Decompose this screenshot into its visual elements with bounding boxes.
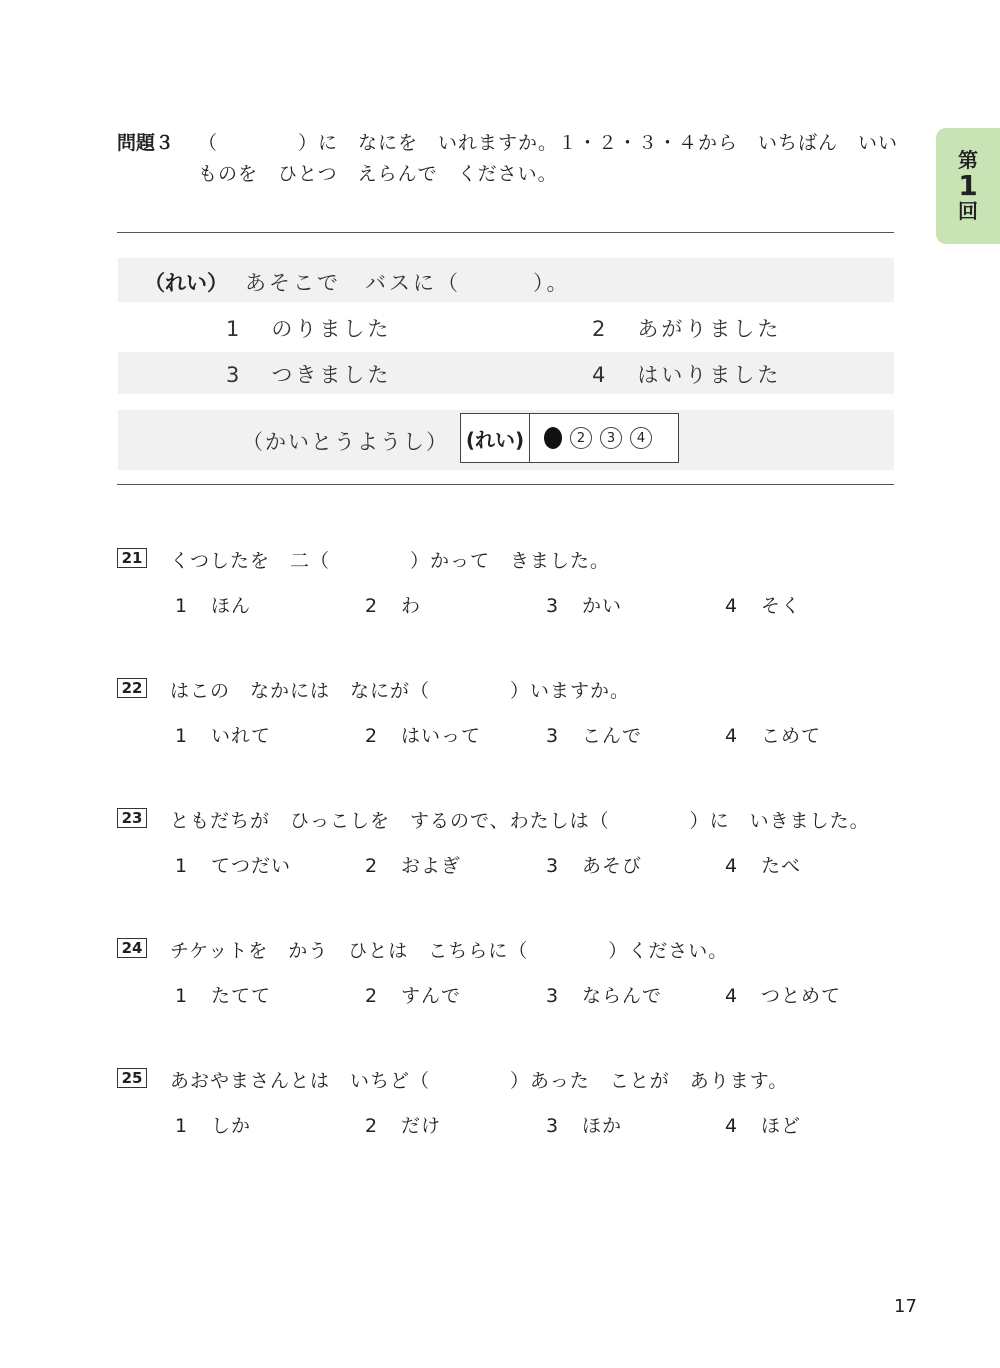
top-divider [117, 232, 894, 233]
option-3[interactable] [546, 981, 662, 1008]
option-text: ほど [761, 1115, 802, 1137]
option-4[interactable] [725, 981, 841, 1008]
option-num: 3 [546, 725, 560, 747]
question-number: 22 [117, 678, 147, 698]
option-text: たべ [761, 855, 802, 877]
example-option-text: あがりました [637, 317, 782, 341]
question-number: 21 [117, 548, 147, 568]
example-option-num: 4 [592, 363, 609, 387]
option-2[interactable] [365, 1111, 441, 1138]
option-num: 4 [725, 1115, 739, 1137]
section-tab-line1: 第 [958, 148, 978, 173]
answer-box-label: (れい) [461, 414, 530, 462]
option-text: たてて [211, 985, 272, 1007]
option-num: 2 [365, 595, 379, 617]
option-4[interactable] [725, 1111, 801, 1138]
example-label: （れい） [144, 271, 228, 295]
problem-label: 問題３ [117, 132, 175, 154]
option-1[interactable] [175, 981, 271, 1008]
filled-bubble-icon [544, 427, 562, 449]
page-number: 17 [894, 1296, 917, 1317]
question-text: チケットを かう ひとは こちらに（ ）ください。 [170, 940, 729, 962]
option-2[interactable] [365, 591, 421, 618]
option-2[interactable] [365, 851, 461, 878]
option-text: かい [582, 595, 623, 617]
example-option-text: はいりました [637, 363, 782, 387]
option-num: 1 [175, 595, 189, 617]
bottom-divider [117, 484, 894, 485]
example-option-num: 1 [226, 317, 243, 341]
question-text: はこの なかには なにが（ ）いますか。 [170, 680, 631, 702]
option-3[interactable] [546, 1111, 622, 1138]
question-number: 25 [117, 1068, 147, 1088]
option-num: 3 [546, 595, 560, 617]
question-number: 24 [117, 938, 147, 958]
option-num: 3 [546, 985, 560, 1007]
option-num: 3 [546, 1115, 560, 1137]
bubble-3: 3 [600, 427, 622, 449]
option-4[interactable] [725, 591, 801, 618]
option-text: だけ [401, 1115, 442, 1137]
option-text: およぎ [401, 855, 462, 877]
section-tab-line2: 1 [958, 169, 978, 203]
instructions-line2: ものを ひとつ えらんで ください。 [198, 163, 558, 185]
bubble-4: 4 [630, 427, 652, 449]
option-num: 2 [365, 725, 379, 747]
example-option-num: 3 [226, 363, 243, 387]
option-text: わ [401, 595, 422, 617]
option-3[interactable] [546, 721, 642, 748]
option-text: つとめて [761, 985, 842, 1007]
example-sentence: あそこで バスに（ ）。 [245, 271, 571, 295]
question-text: くつしたを 二（ ）かって きました。 [170, 550, 611, 572]
example-option-1 [226, 313, 391, 343]
option-1[interactable] [175, 1111, 251, 1138]
option-text: はいって [401, 725, 482, 747]
option-text: すんで [401, 985, 462, 1007]
option-text: あそび [582, 855, 643, 877]
example-option-num: 2 [592, 317, 609, 341]
option-1[interactable] [175, 591, 251, 618]
question-number: 23 [117, 808, 147, 828]
bubble-2: 2 [570, 427, 592, 449]
example-option-4 [592, 359, 781, 389]
section-tab [936, 128, 1000, 244]
option-num: 4 [725, 985, 739, 1007]
instructions-line1: （ ）に なにを いれますか。１・２・３・４から いちばん いい [198, 132, 899, 154]
answer-bubbles [530, 414, 678, 462]
option-text: ほん [211, 595, 252, 617]
option-4[interactable] [725, 721, 821, 748]
option-text: いれて [211, 725, 272, 747]
section-tab-line3: 回 [958, 198, 978, 223]
option-num: 2 [365, 1115, 379, 1137]
option-2[interactable] [365, 981, 461, 1008]
option-num: 3 [546, 855, 560, 877]
option-1[interactable] [175, 721, 271, 748]
option-text: こんで [582, 725, 643, 747]
option-num: 1 [175, 725, 189, 747]
option-num: 1 [175, 985, 189, 1007]
answer-sheet-label: （かいとうようし） [242, 430, 449, 454]
option-num: 4 [725, 855, 739, 877]
option-text: しか [211, 1115, 252, 1137]
example-option-3 [226, 359, 391, 389]
option-num: 2 [365, 855, 379, 877]
option-text: てつだい [211, 855, 292, 877]
option-num: 1 [175, 1115, 189, 1137]
option-1[interactable] [175, 851, 291, 878]
option-num: 1 [175, 855, 189, 877]
option-text: ならんで [582, 985, 663, 1007]
example-option-text: のりました [271, 317, 392, 341]
option-num: 4 [725, 725, 739, 747]
question-text: ともだちが ひっこしを するので、わたしは（ ）に いきました。 [170, 810, 870, 832]
example-option-text: つきました [271, 363, 392, 387]
question-text: あおやまさんとは いちど（ ）あった ことが あります。 [170, 1070, 789, 1092]
option-text: そく [761, 595, 802, 617]
option-3[interactable] [546, 591, 622, 618]
option-4[interactable] [725, 851, 801, 878]
option-text: ほか [582, 1115, 623, 1137]
example-option-2 [592, 313, 781, 343]
option-3[interactable] [546, 851, 642, 878]
option-2[interactable] [365, 721, 481, 748]
option-num: 4 [725, 595, 739, 617]
option-text: こめて [761, 725, 822, 747]
option-num: 2 [365, 985, 379, 1007]
answer-sheet-sample [460, 413, 679, 463]
